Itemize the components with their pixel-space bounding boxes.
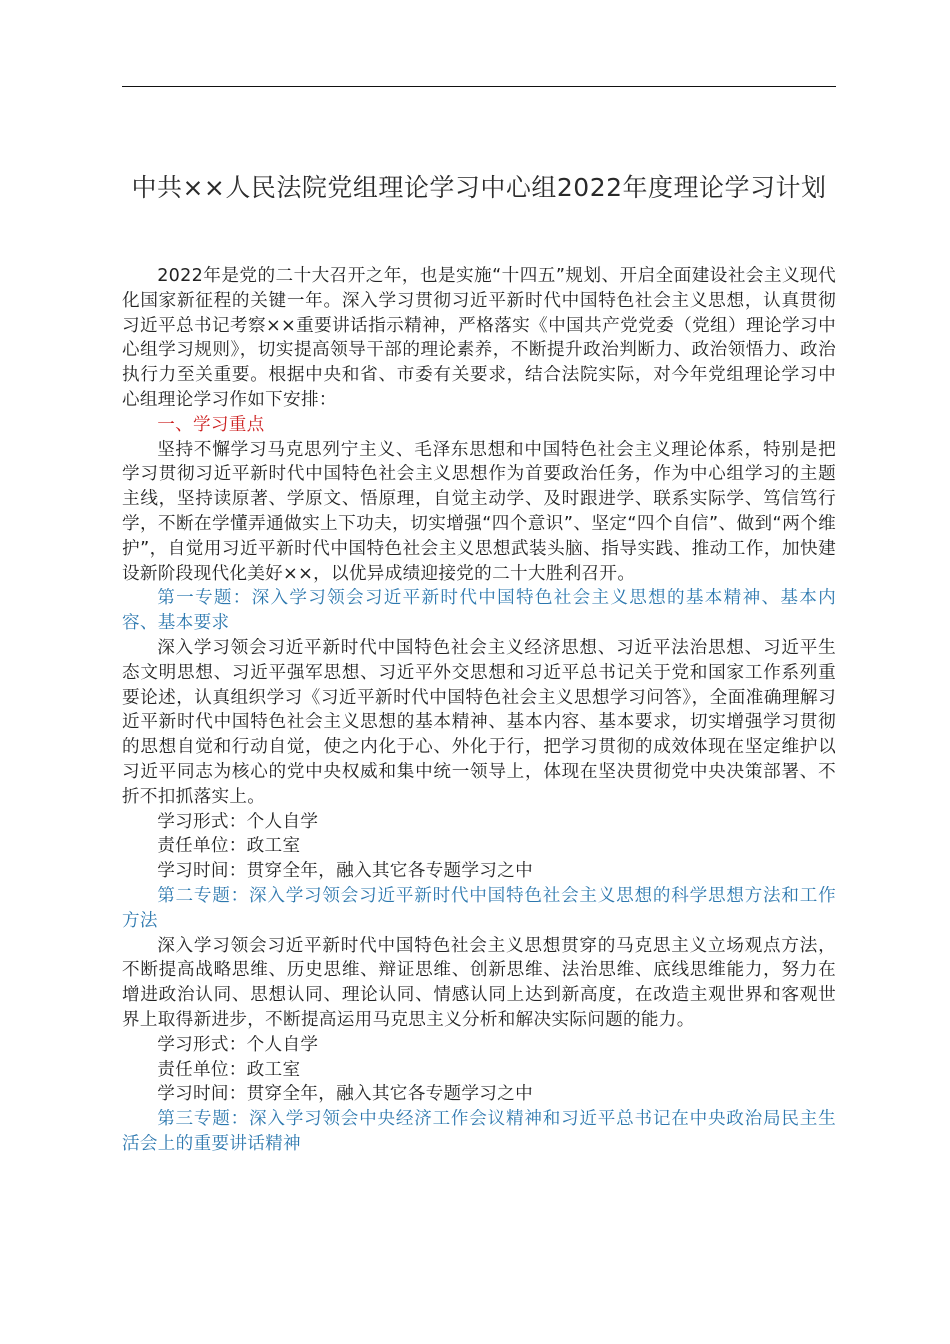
topic-1-study-time: 学习时间：贯穿全年，融入其它各专题学习之中 [157,861,533,882]
topic-3-heading: 第三专题：深入学习领会中央经济工作会议精神和习近平总书记在中央政治局民主生活会上的重要讲话精神 [122,1109,836,1154]
topic-1-responsible-unit: 责任单位：政工室 [157,836,301,857]
header-rule [122,86,836,87]
topic-2-heading: 第二专题：深入学习领会习近平新时代中国特色社会主义思想的科学思想方法和工作方法 [122,885,836,931]
study-focus-paragraph: 坚持不懈学习马克思列宁主义、毛泽东思想和中国特色社会主义理论体系，特别是把学习贯彻习近平新时代中国特色社会主义思想作为首要政治任务，作为中心组学习的主题主线，坚持读原著、学原文、悟原理，自觉主动学、及时跟进学、联系实际学、笃信笃行学，不断在学懂弄通做实上下功夫，切实增强“四个意识”、坚定“四个自信”、做到“两个维护”，自觉用习近平新时代中国特色社会主义思想武装头脑、指导实践、推动工作，加快建设新阶段现代化美好××，以优异成绩迎接党的二十大胜利召开。 [122,439,836,584]
topic-1-paragraph: 深入学习领会习近平新时代中国特色社会主义经济思想、习近平法治思想、习近平生态文明思想、习近平强军思想、习近平外交思想和习近平总书记关于党和国家工作系列重要论述，认真组织学习《习近平新时代中国特色社会主义思想学习问答》，全面准确理解习近平新时代中国特色社会主义思想的基本精神、基本内容、基本要求，切实增强学习贯彻的思想自觉和行动自觉，使之内化于心、外化于行，把学习贯彻的成效体现在坚定维护以习近平同志为核心的党中央权威和集中统一领导上，体现在坚决贯彻党中央决策部署、不折不扣抓落实上。 [122,637,836,807]
document-title: 中共××人民法院党组理论学习中心组2022年度理论学习计划 [131,172,827,202]
document-body [122,264,836,1157]
topic-2-study-time: 学习时间：贯穿全年，融入其它各专题学习之中 [157,1084,533,1105]
topic-2-responsible-unit: 责任单位：政工室 [157,1059,301,1080]
intro-paragraph: 2022年是党的二十大召开之年，也是实施“十四五”规划、开启全面建设社会主义现代化国家新征程的关键一年。深入学习贯彻习近平新时代中国特色社会主义思想，认真贯彻习近平总书记考察××重要讲话指示精神，严格落实《中国共产党党委（党组）理论学习中心组学习规则》，切实提高领导干部的理论素养，不断提升政治判断力、政治领悟力、政治执行力至关重要。根据中央和省、市委有关要求，结合法院实际，对今年党组理论学习中心组理论学习作如下安排： [122,266,836,410]
topic-1-study-form: 学习形式：个人自学 [157,811,319,832]
topic-1-heading: 第一专题：深入学习领会习近平新时代中国特色社会主义思想的基本精神、基本内容、基本要求 [122,588,836,634]
topic-2-paragraph: 深入学习领会习近平新时代中国特色社会主义思想贯穿的马克思主义立场观点方法，不断提高战略思维、历史思维、辩证思维、创新思维、法治思维、底线思维能力，努力在增进政治认同、思想认同、理论认同、情感认同上达到新高度，在改造主观世界和客观世界上取得新进步，不断提高运用马克思主义分析和解决实际问题的能力。 [122,935,836,1030]
section-heading-study-focus: 一、学习重点 [157,414,265,435]
topic-2-study-form: 学习形式：个人自学 [157,1034,319,1055]
